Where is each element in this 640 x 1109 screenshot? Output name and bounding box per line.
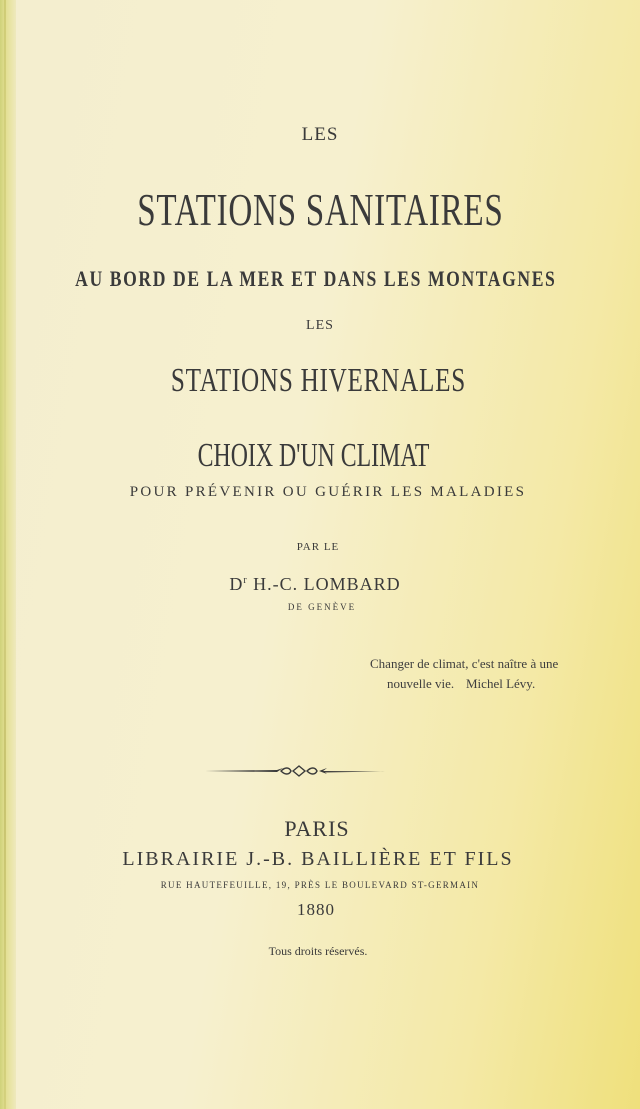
author-origin: DE GENÈVE bbox=[287, 602, 357, 612]
les-heading-middle: LES bbox=[306, 318, 334, 333]
main-subtitle: AU BORD DE LA MER ET DANS LES MONTAGNES bbox=[75, 266, 557, 291]
les-heading-top: LES bbox=[301, 124, 339, 145]
book-spine-edge bbox=[0, 0, 16, 1109]
publisher-name: LIBRAIRIE J.-B. BAILLIÈRE ET FILS bbox=[122, 848, 514, 870]
publication-year: 1880 bbox=[297, 900, 335, 919]
climate-choice-title: CHOIX D'UN CLIMAT bbox=[198, 437, 430, 474]
epigraph-line-1: Changer de climat, c'est naître à une bbox=[370, 656, 559, 671]
author-name bbox=[0, 574, 635, 595]
author-title: D bbox=[229, 574, 244, 594]
winter-stations-title: STATIONS HIVERNALES bbox=[170, 362, 466, 399]
author-fullname: H.-C. LOMBARD bbox=[253, 574, 401, 594]
publisher-address: RUE HAUTEFEUILLE, 19, PRÈS LE BOULEVARD ST-GERMAIN bbox=[160, 880, 480, 890]
epigraph-line-2: nouvelle vie. bbox=[387, 676, 455, 691]
rights-notice: Tous droits réservés. bbox=[268, 944, 368, 958]
epigraph-author: Michel Lévy. bbox=[466, 676, 536, 691]
purpose-subtitle: POUR PRÉVENIR OU GUÉRIR LES MALADIES bbox=[129, 484, 527, 500]
author-title-superscript: r bbox=[243, 575, 248, 586]
publication-city: PARIS bbox=[284, 816, 350, 841]
main-title: STATIONS SANITAIRES bbox=[136, 184, 504, 235]
by-line: PAR LE bbox=[296, 541, 340, 553]
ornamental-divider bbox=[205, 764, 385, 778]
